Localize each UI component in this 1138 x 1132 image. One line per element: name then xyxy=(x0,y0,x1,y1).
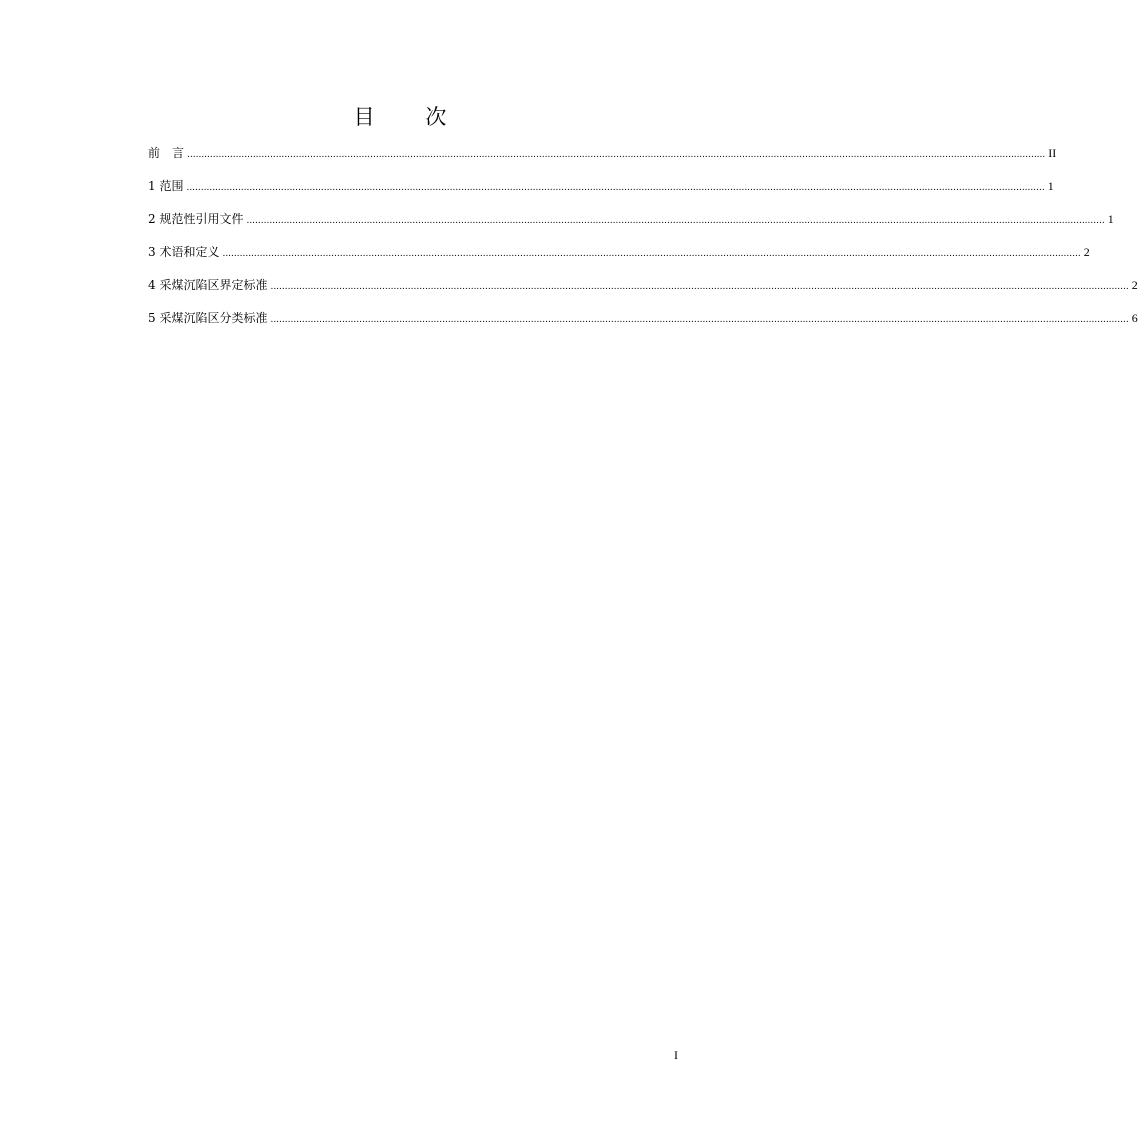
toc-entry-page: 2 xyxy=(1131,278,1138,292)
toc-entry-label: 3 术语和定义 xyxy=(148,245,220,259)
page-number: I xyxy=(674,1048,678,1062)
toc-leader-dots: ............................................................................................................................................................................................................................................................................................................ xyxy=(186,183,1045,193)
toc-leader-dots: ............................................................................................................................................................................................................................................................................................................ xyxy=(270,315,1129,325)
toc-entry-page: 6 xyxy=(1131,311,1138,325)
toc-entry-label: 4 采煤沉陷区界定标准 xyxy=(148,278,268,292)
toc-entry-scope[interactable] xyxy=(148,176,1054,209)
toc-entry-classification-standard[interactable] xyxy=(148,308,1138,341)
toc-entry-page: 2 xyxy=(1083,245,1090,259)
toc-leader-dots: ............................................................................................................................................................................................................................................................................................................ xyxy=(222,249,1081,259)
toc-entry-label: 5 采煤沉陷区分类标准 xyxy=(148,311,268,325)
toc-leader-dots: ............................................................................................................................................................................................................................................................................................................ xyxy=(187,150,1046,160)
toc-entry-foreword[interactable] xyxy=(148,143,1057,176)
toc-entry-page: 1 xyxy=(1107,212,1114,226)
toc-entry-label: 前 言 xyxy=(148,146,185,160)
toc-entry-delimitation-standard[interactable] xyxy=(148,275,1138,308)
toc-entry-label: 1 范围 xyxy=(148,179,184,193)
toc-entry-label: 2 规范性引用文件 xyxy=(148,212,244,226)
toc-leader-dots: ............................................................................................................................................................................................................................................................................................................ xyxy=(270,282,1129,292)
toc-entry-terms-definitions[interactable] xyxy=(148,242,1090,275)
toc-leader-dots: ............................................................................................................................................................................................................................................................................................................ xyxy=(246,216,1105,226)
table-of-contents xyxy=(148,143,1138,341)
toc-entry-normative-references[interactable] xyxy=(148,209,1114,242)
toc-entry-page: II xyxy=(1048,146,1057,160)
toc-entry-page: 1 xyxy=(1047,179,1054,193)
page-title: 目 次 xyxy=(353,105,469,129)
